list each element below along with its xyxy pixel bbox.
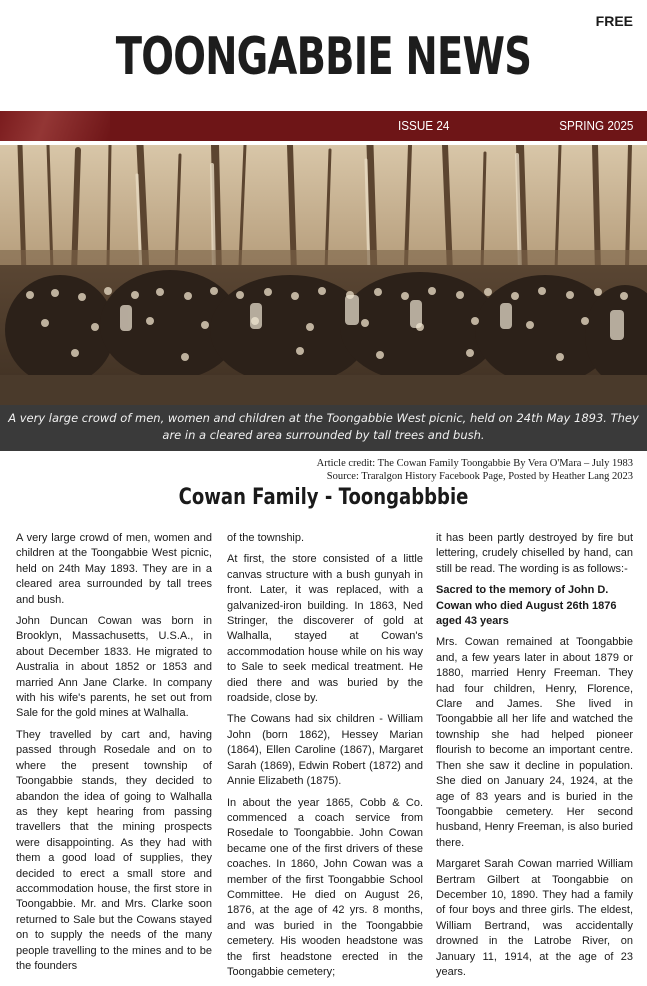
paragraph: Mrs. Cowan remained at Toongabbie and, a few years later in about 1879 or 1880, married Henry Freeman. They had four children, Henry, Florence, Clare and James. She lived in Toongabbie all her life and watched the township she had helped pioneer flourish to become an important centre. Then she saw it decline in population. She died on January 24, 1924, at the age of 83 years and is buried in the Toongabbie cemetery. Her second husband, Henry Freeman, is also buried there. bbox=[436, 636, 633, 849]
paragraph: Margaret Sarah Cowan married William Bertram Gilbert at Toongabbie on December 10, 1890. They had a family of four boys and three girls. The eldest, William Bertrand, was accidentally drowned in the Latrobe River, on January 11, 1914, at the age of 23 years. bbox=[436, 858, 633, 978]
paragraph: In about the year 1865, Cobb & Co. commenced a coach service from Rosedale to Toongabbie. John Cowan became one of the first drivers of these coaches. In 1860, John Cowan was a member of the first Toongabbie School Committee. He died on August 26, 1876, at the age of 42 yrs. 8 months, and was buried in the Toongabbie cemetery. His wooden headstone was the first headstone erected in the Toongabbie cemetery; bbox=[227, 796, 423, 978]
article-credit bbox=[317, 457, 633, 483]
photo-caption: A very large crowd of men, women and children at the Toongabbie West picnic, held on 24th May 1893. They are in a cleared area surrounded by tall trees and bush. bbox=[8, 411, 639, 442]
masthead-title: TOONGABBIE NEWS bbox=[115, 27, 532, 87]
article-headline: Cowan Family - Toongabbbie bbox=[178, 485, 469, 510]
paragraph: A very large crowd of men, women and children at the Toongabbie West picnic, held on 24th May 1893. They are in a cleared area surrounded by tall trees and bush. bbox=[16, 532, 212, 606]
paragraph: of the township. bbox=[227, 532, 305, 544]
free-label: FREE bbox=[595, 13, 633, 29]
credit-line-2: Source: Traralgon History Facebook Page, Posted by Heather Lang 2023 bbox=[326, 471, 633, 482]
paragraph: They travelled by cart and, having passed through Rosedale and on to where the present township of Toongabbie stands, they decided to abandon the idea of going to Walhalla as they kept hearing from passing travellers that the mining prospects were disappointing. As they had with them a good load of supplies, they decided to erect a small store and accommodation house, the first store in Toongabbie. Mr. and Mrs. Clarke soon returned to Sale but the Cowans stayed on to supply the needs of the many people travelling to the mines and to be the founders bbox=[16, 728, 212, 972]
paragraph: The Cowans had six children - William John (born 1862), Hessey Marian (1864), Ellen Caroline (1867), Margaret Sarah (1869), Edwin Robert (1872) and Annie Elizabeth (1875). bbox=[227, 713, 423, 788]
paragraph: At first, the store consisted of a little canvas structure with a bush gunyah in front. Later, it was replaced, with a galvanized-iron building. In 1863, Ned Stringer, the discoverer of gold at Walhalla, stayed at Cowan's accommodation house while on his way to Sale to seek medical treatment. He died there and was buried by the roadside, close by. bbox=[227, 553, 423, 705]
paragraph: John Duncan Cowan was born in Brooklyn, Massachusetts, U.S.A., in about December 1833. He migrated to Australia in about 1852 or 1853 and married Ann Jane Clarke. In company with his wife's parents, he set out from Sale for the gold mines at Walhalla. bbox=[16, 615, 212, 720]
issue-number: ISSUE 24 bbox=[398, 118, 450, 133]
issue-season: SPRING 2025 bbox=[558, 118, 633, 133]
headstone-inscription: Sacred to the memory of John D. Cowan who died August 26th 1876 aged 43 years bbox=[436, 584, 617, 628]
article-column-1 bbox=[16, 531, 212, 980]
paragraph: it has been partly destroyed by fire but lettering, crudely chiselled by hand, can still be read. The wording is as follows:- bbox=[436, 532, 633, 575]
historic-picnic-photo bbox=[0, 145, 647, 407]
article-column-2 bbox=[227, 531, 423, 986]
header-band-accent bbox=[0, 111, 110, 141]
article-column-3 bbox=[436, 531, 633, 986]
credit-line-1: Article credit: The Cowan Family Toongabbie By Vera O'Mara – July 1983 bbox=[316, 458, 633, 469]
